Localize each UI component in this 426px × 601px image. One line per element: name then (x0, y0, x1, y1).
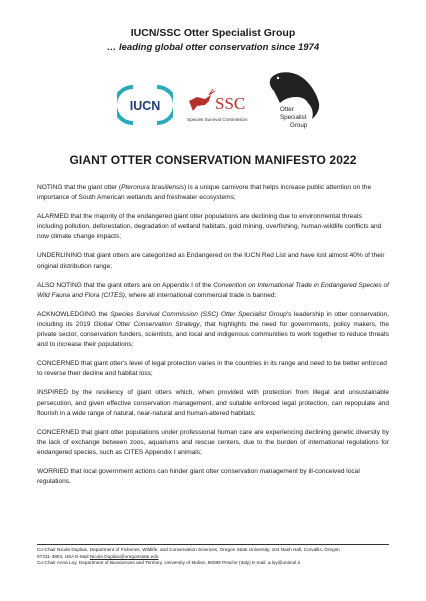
paragraph-acknowledging: ACKNOWLEDGING the Species Survival Commission (SSC) Otter Specialist Group's leadership in otter conservation, including its 2019 Global Otter Conservation Strategy, that highlights the need for governments, policy makers, the private sector, conservation funders, scientists, and local and indigenous communities to work together to reduce threats and to increase their populations; (37, 310, 389, 349)
ssc-logo (183, 85, 261, 125)
footer-divider (37, 544, 389, 545)
page-title: GIANT OTTER CONSERVATION MANIFESTO 2022 (69, 153, 357, 167)
paragraph-alarmed: ALARMED that the majority of the endangered giant otter populations are declining due to environmental threats including pollution, deforestation, degradation of wetland habitats, gold mining, overfishing, human-wildlife conflicts and now climate change impacts; (37, 213, 382, 241)
paragraph-inspired: INSPIRED by the resiliency of giant otters which, when provided with protection from illegal and unsustainable persecution, and given effective conservation management, and suitable enforced legal protection, can repopulate and flourish in a wide range of natural, near-natural and human-altered habitats; (37, 389, 389, 417)
footer-contacts (37, 547, 389, 567)
ssc-antelope-icon (189, 95, 211, 111)
paragraph-also-noting: ALSO NOTING that the giant otters are on Appendix I of the Convention on International Trade in Endangered Species of Wild Fauna and Flora (CITES), where all international commercial trade is banned; (37, 281, 389, 299)
org-heading: IUCN/SSC Otter Specialist Group (130, 27, 296, 39)
iucn-wordmark: IUCN (129, 99, 161, 113)
ssc-wordmark: SSC (215, 94, 246, 113)
duplaix-email-link[interactable]: Nicole.Duplaix@oregonstate.edu (89, 553, 159, 559)
iucn-logo (117, 83, 173, 127)
footer-cochair-duplaix: Co-Chair Nicole Duplaix, Department of Fisheries, Wildlife, and Conservation Sciences, Oregon State University, 104 Nash Hall, Corvallis, Oregon (37, 547, 340, 552)
manifesto-body (37, 183, 389, 496)
logo-row (0, 65, 426, 135)
paragraph-noting: NOTING that the giant otter (Pteronura brasiliensis) is a unique carnivore that helps increase public attention on the importance of South American wetlands and freshwater ecosystems; (37, 184, 372, 202)
otter-specialist-group-logo (262, 69, 328, 135)
paragraph-worried: WORRIED that local government actions can hinder giant otter conservation management by ill-conceived local regulations. (37, 467, 360, 486)
osg-line1: Otter (280, 106, 294, 113)
paragraph-concerned-protection: CONCERNED that giant otter's level of legal protection varies in the countries in its range and need to be better enforced to reverse their decline and habitat loss; (37, 360, 387, 378)
paragraph-underlining: UNDERLINING that giant otters are categorized as Endangered on the IUCN Red List and have lost almost 40% of their original distribution range; (37, 252, 385, 270)
org-tagline: … leading global otter conservation since 1974 (106, 42, 320, 53)
footer-duplaix-email-line: 97331-3803, USA E-Mail Nicole.Duplaix@oregonstate.edu (37, 553, 159, 559)
footer-cochair-loy: Co-Chair Anna Loy, Department of Biosciences and Territory, University of Molise, 86089 Pesche (Italy) E-mail: a.loy@unimol.it (37, 560, 300, 566)
ssc-subtitle: Species Survival Commission (187, 117, 248, 122)
paragraph-concerned-genetics: CONCERNED that giant otter populations under professional human care are experiencing declining genetic diversity by the lack of exchange between zoos, aquariums and rescue centers, due to the burden of international regulations for endangered species, such as CITES Appendix I animals; (37, 428, 389, 456)
otter-icon (270, 72, 319, 119)
osg-line3: Group (290, 122, 308, 129)
osg-line2: Specialist (280, 114, 307, 121)
